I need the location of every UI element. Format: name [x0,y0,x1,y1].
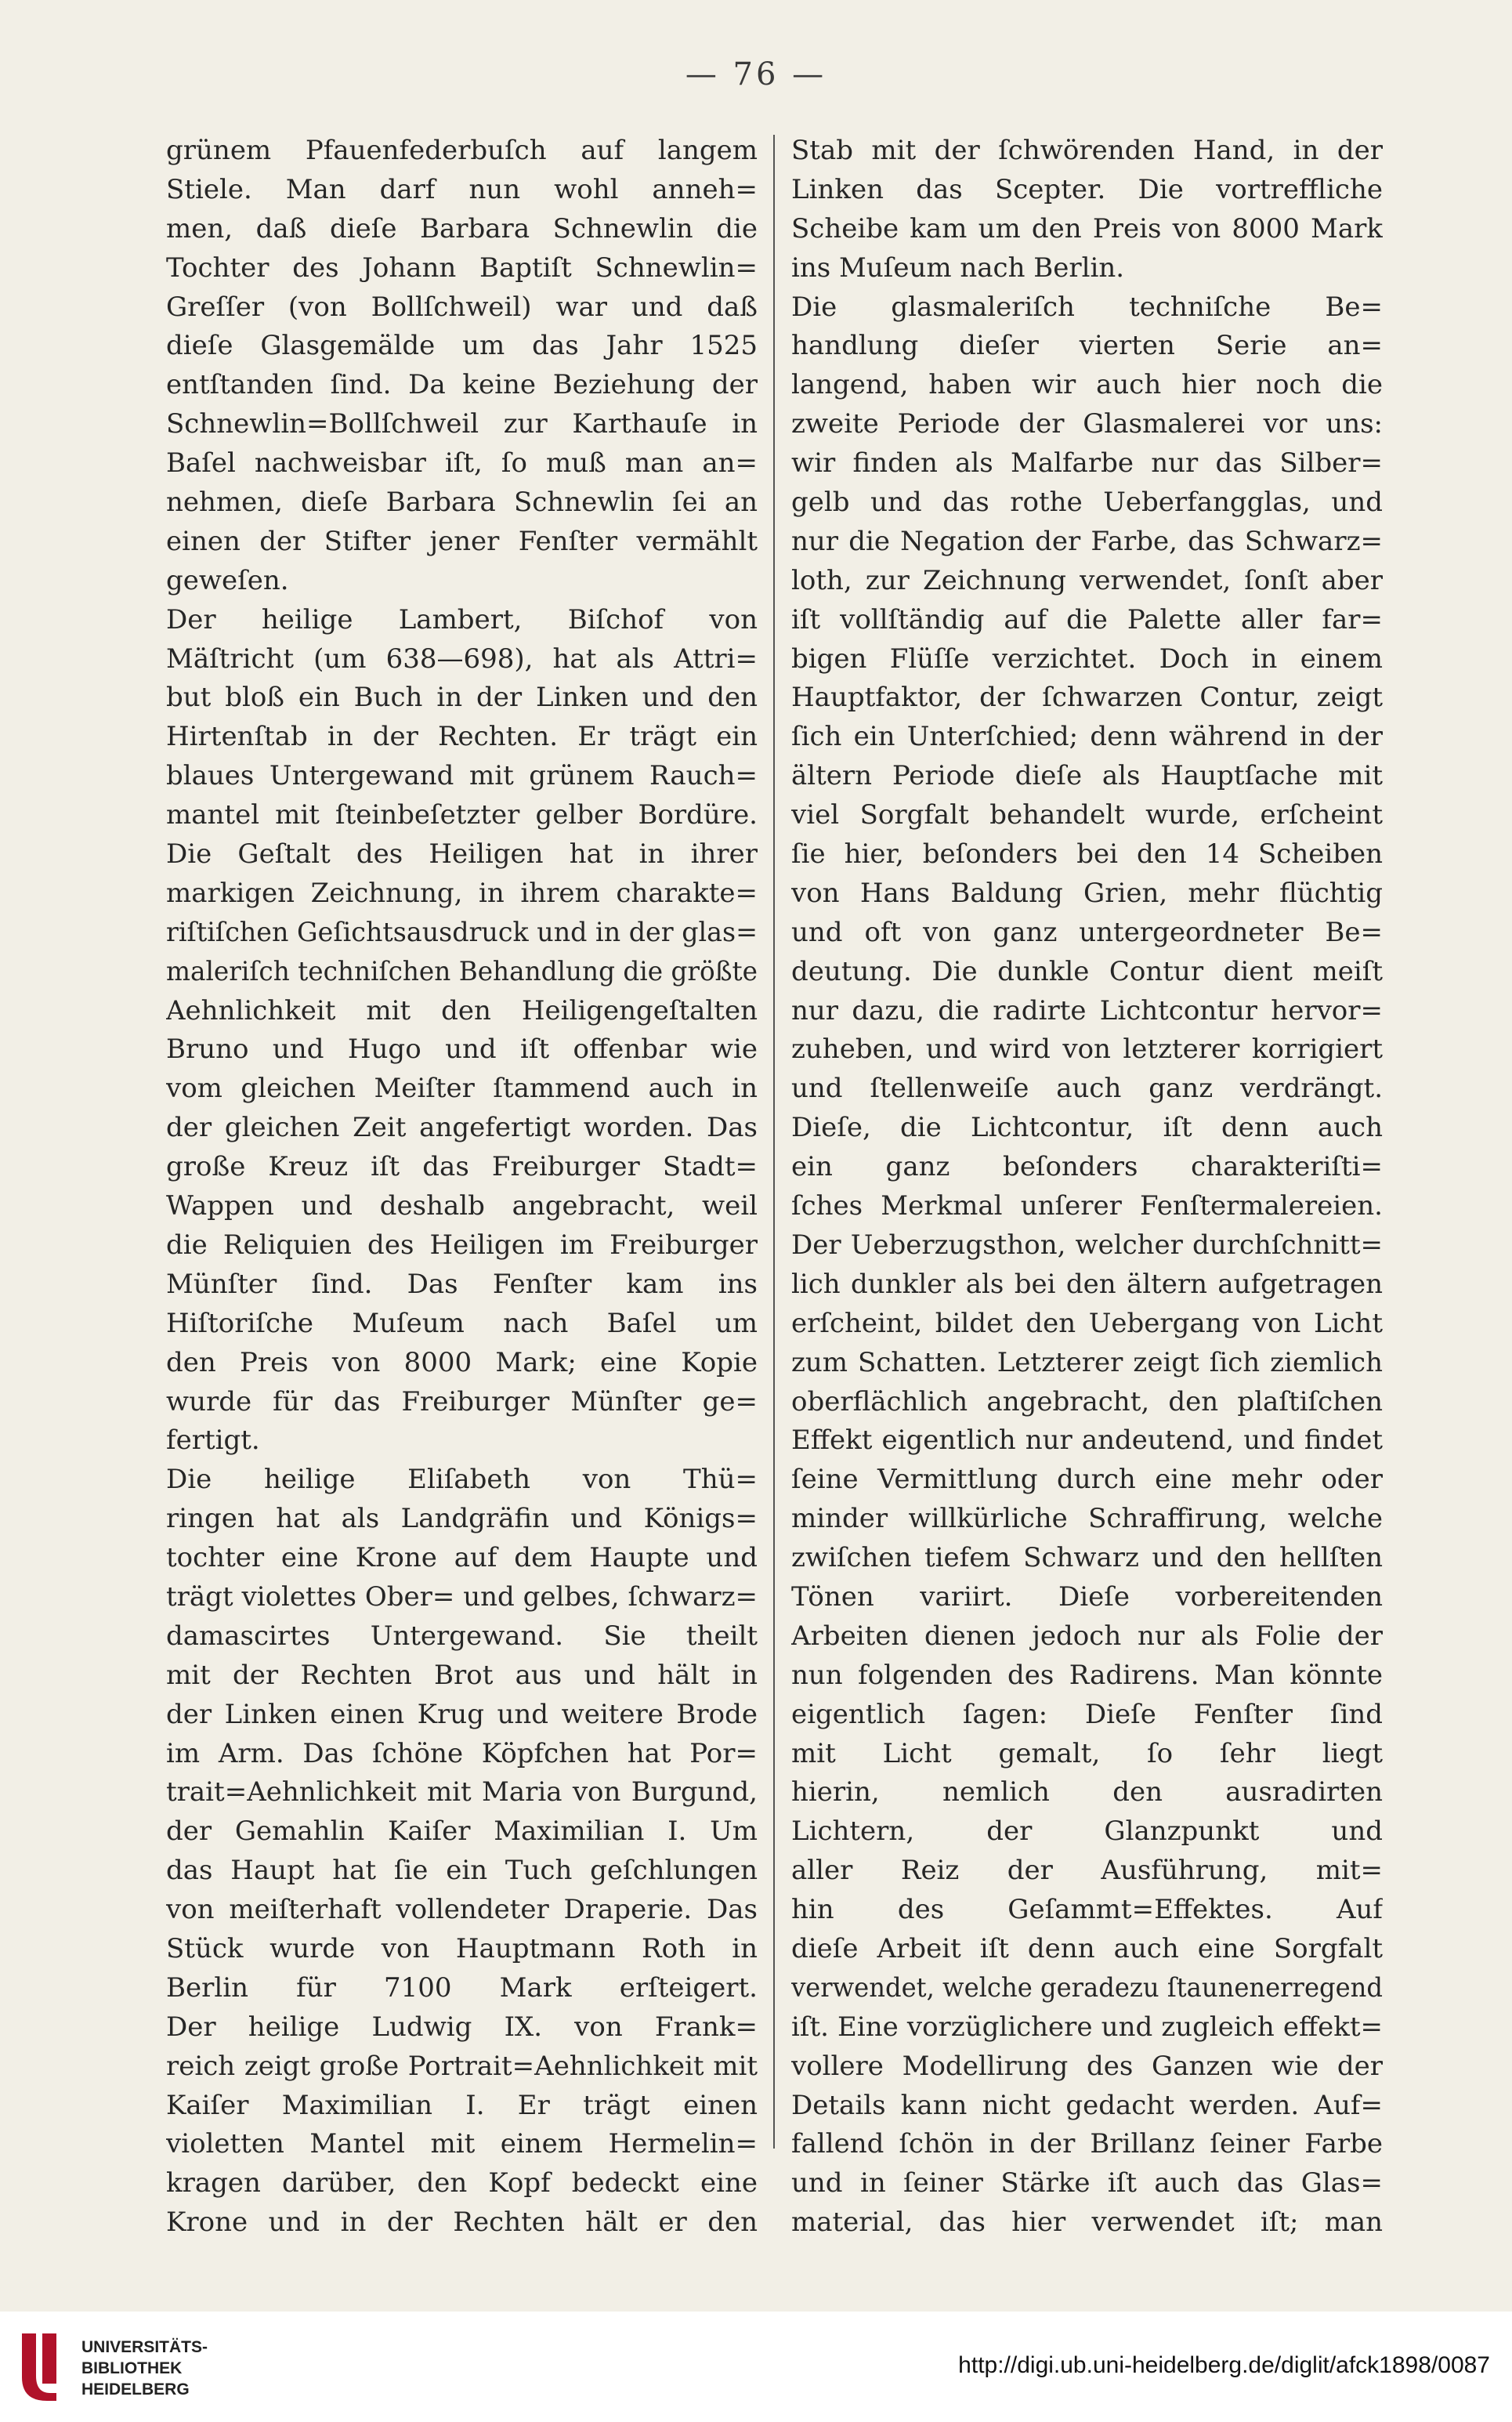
text-line: Der Ueberzugsthon, welcher durchſchnitt= [791,1229,1383,1261]
text-line: nur die Negation der Farbe, das Schwarz= [791,525,1383,557]
text-line: ſie hier, beſonders bei den 14 Scheiben [791,838,1383,871]
text-line: langend, haben wir auch hier noch die [791,369,1383,401]
text-line: Hauptfaktor, der ſchwarzen Contur, zeigt [791,682,1383,714]
text-line: riſtiſchen Geſichtsausdruck und in der glas= [166,916,758,948]
text-line: von meiſterhaft vollendeter Draperie. Das [166,1894,758,1926]
text-line: eigentlich ſagen: Dieſe Fenſter ſind [791,1698,1383,1730]
text-line: maleriſch techniſchen Behandlung die größte [166,955,758,987]
text-line: und oft von ganz untergeordneter Be= [791,916,1383,948]
text-line: dieſe Arbeit iſt denn auch eine Sorgfalt [791,1932,1383,1964]
text-line: Details kann nicht gedacht werden. Auf= [791,2089,1383,2121]
text-line: lich dunkler als bei den ältern aufgetragen [791,1268,1383,1300]
text-line: hin des Geſammt=Effektes. Auf [791,1894,1383,1926]
text-line: nur dazu, die radirte Lichtcontur hervor= [791,994,1383,1026]
text-line: Kaiſer Maximilian I. Er trägt einen [166,2089,758,2121]
text-column-left [166,132,758,2243]
text-line: viel Sorgfalt behandelt wurde, erſcheint [791,799,1383,831]
text-line: zum Schatten. Letzterer zeigt ſich ziemlich [791,1346,1383,1378]
text-line: Dieſe, die Lichtcontur, iſt denn auch [791,1112,1383,1144]
text-line: blaues Untergewand mit grünem Rauch= [166,760,758,792]
text-line: reich zeigt große Portrait=Aehnlichkeit mit [166,2050,758,2082]
text-line: Münſter ſind. Das Fenſter kam ins [166,1268,758,1300]
text-line: Tönen variirt. Dieſe vorbereitenden [791,1580,1383,1613]
text-line: Aehnlichkeit mit den Heiligengeſtalten [166,994,758,1026]
text-line: dieſe Glasgemälde um das Jahr 1525 [166,330,758,362]
text-line: oberflächlich angebracht, den plaſtiſchen [791,1385,1383,1417]
text-line: kragen darüber, den Kopf bedeckt eine [166,2167,758,2199]
text-line: der Gemahlin Kaiſer Maximilian I. Um [166,1816,758,1848]
text-line: minder willkürliche Schraffirung, welche [791,1503,1383,1535]
text-line: zwiſchen tiefem Schwarz und den hellſten [791,1542,1383,1574]
text-line: die Reliquien des Heiligen im Freiburger [166,1229,758,1261]
footer-bar [0,2312,1512,2422]
text-line: Tochter des Johann Baptiſt Schnewlin= [166,252,758,284]
library-name-line: UNIVERSITÄTS- [81,2338,208,2356]
text-line: Scheibe kam um den Preis von 8000 Mark [791,212,1383,244]
text-line: Linken das Scepter. Die vortreffliche [791,173,1383,205]
text-line: deutung. Die dunkle Contur dient meiſt [791,955,1383,987]
text-line: ſches Merkmal unſerer Fenſtermalereien. [791,1190,1383,1222]
text-line: Der heilige Ludwig IX. von Frank= [166,2011,758,2043]
library-name [81,2337,208,2400]
text-line: wir finden als Malfarbe nur das Silber= [791,447,1383,480]
library-name-line: BIBLIOTHEK [81,2359,183,2377]
text-line: Hirtenſtab in der Rechten. Er trägt ein [166,721,758,753]
text-line: Stück wurde von Hauptmann Roth in [166,1932,758,1964]
text-line: loth, zur Zeichnung verwendet, ſonſt aber [791,564,1383,596]
text-line: Stiele. Man darf nun wohl anneh= [166,173,758,205]
text-line: Mäſtricht (um 638—698), hat als Attri= [166,643,758,675]
text-line: but bloß ein Buch in der Linken und den [166,682,758,714]
text-line: von Hans Baldung Grien, mehr flüchtig [791,877,1383,909]
text-line: der Linken einen Krug und weitere Brode [166,1698,758,1730]
text-line: ein ganz beſonders charakteriſti= [791,1151,1383,1183]
text-line: verwendet, welche geradezu ſtaunenerregend [791,1971,1383,2004]
text-line: den Preis von 8000 Mark; eine Kopie [166,1346,758,1378]
text-line: Lichtern, der Glanzpunkt und [791,1816,1383,1848]
text-line: trait=Aehnlichkeit mit Maria von Burgund, [166,1776,758,1808]
library-name-line: HEIDELBERG [81,2380,190,2398]
text-line: vom gleichen Meiſter ſtammend auch in [166,1073,758,1105]
library-logo-icon [16,2329,63,2404]
text-line: Schnewlin=Bollſchweil zur Karthauſe in [166,408,758,440]
text-line: Die heilige Eliſabeth von Thü= [166,1464,758,1496]
text-line: fallend ſchön in der Brillanz ſeiner Farbe [791,2128,1383,2160]
text-line: Die Geſtalt des Heiligen hat in ihrer [166,838,758,871]
text-line: mit Licht gemalt, ſo ſehr liegt [791,1737,1383,1769]
text-line: handlung dieſer vierten Serie an= [791,330,1383,362]
text-line: Hiſtoriſche Muſeum nach Baſel um [166,1307,758,1339]
text-line: entſtanden ſind. Da keine Beziehung der [166,369,758,401]
text-line: ſich ein Unterſchied; denn während in der [791,721,1383,753]
text-line: im Arm. Das ſchöne Köpfchen hat Por= [166,1737,758,1769]
text-line: gelb und das rothe Ueberfangglas, und [791,487,1383,519]
source-url-link[interactable]: http://digi.ub.uni-heidelberg.de/diglit/afck1898/0087 [958,2352,1490,2378]
text-line: das Haupt hat ſie ein Tuch geſchlungen [166,1855,758,1887]
text-line: und ſtellenweiſe auch ganz verdrängt. [791,1073,1383,1105]
text-line: hierin, nemlich den ausradirten [791,1776,1383,1808]
text-line: Der heilige Lambert, Biſchof von [166,603,758,635]
text-line: bigen Flüſſe verzichtet. Doch in einem [791,643,1383,675]
text-line: einen der Stifter jener Fenſter vermählt [166,525,758,557]
text-column-right [791,132,1383,2243]
text-line: men, daß dieſe Barbara Schnewlin die [166,212,758,244]
text-line: ſeine Vermittlung durch eine mehr oder [791,1464,1383,1496]
column-divider [773,135,775,2149]
text-line: geweſen. [166,564,289,596]
text-line: Bruno und Hugo und iſt offenbar wie [166,1034,758,1066]
text-line: tochter eine Krone auf dem Haupte und [166,1542,758,1574]
text-line: ins Muſeum nach Berlin. [791,252,1125,284]
page-number: — 76 — [685,56,827,92]
text-line: trägt violettes Ober= und gelbes, ſchwarz= [166,1580,758,1613]
text-line: Greſſer (von Bollſchweil) war und daß [166,291,758,323]
text-line: mantel mit ſteinbeſetzter gelber Bordüre. [166,799,758,831]
text-line: vollere Modellirung des Ganzen wie der [791,2050,1383,2082]
text-line: mit der Rechten Brot aus und hält in [166,1659,758,1691]
text-line: nun folgenden des Radirens. Man könnte [791,1659,1383,1691]
text-line: Stab mit der ſchwörenden Hand, in der [791,135,1383,166]
text-line: grünem Pfauenfederbuſch auf langem [166,135,758,166]
text-line: und in ſeiner Stärke iſt auch das Glas= [791,2167,1383,2199]
text-line: iſt. Eine vorzüglichere und zugleich effekt= [791,2011,1383,2043]
text-line: violetten Mantel mit einem Hermelin= [166,2128,758,2160]
text-line: Die glasmaleriſch techniſche Be= [791,291,1383,323]
text-line: Krone und in der Rechten hält er den [166,2207,758,2239]
text-line: der gleichen Zeit angefertigt worden. Das [166,1112,758,1144]
text-line: nehmen, dieſe Barbara Schnewlin ſei an [166,487,758,519]
text-line: zweite Periode der Glasmalerei vor uns: [791,408,1383,440]
text-line: aller Reiz der Ausführung, mit= [791,1855,1383,1887]
text-line: große Kreuz iſt das Freiburger Stadt= [166,1151,758,1183]
text-line: ältern Periode dieſe als Hauptſache mit [791,760,1383,792]
text-line: Arbeiten dienen jedoch nur als Folie der [791,1620,1383,1652]
text-line: iſt vollſtändig auf die Palette aller far= [791,603,1383,635]
text-line: markigen Zeichnung, in ihrem charakte= [166,877,758,909]
text-line: Effekt eigentlich nur andeutend, und findet [791,1425,1383,1457]
text-line: Baſel nachweisbar iſt, ſo muß man an= [166,447,758,480]
text-line: Wappen und deshalb angebracht, weil [166,1190,758,1222]
text-line: Berlin für 7100 Mark erſteigert. [166,1971,758,2004]
text-line: fertigt. [166,1425,260,1457]
text-line: erſcheint, bildet den Uebergang von Licht [791,1307,1383,1339]
text-line: zuheben, und wird von letzterer korrigiert [791,1034,1383,1066]
text-line: ringen hat als Landgräfin und Königs= [166,1503,758,1535]
text-line: damascirtes Untergewand. Sie theilt [166,1620,758,1652]
text-line: material, das hier verwendet iſt; man [791,2207,1383,2239]
text-line: wurde für das Freiburger Münſter ge= [166,1385,758,1417]
